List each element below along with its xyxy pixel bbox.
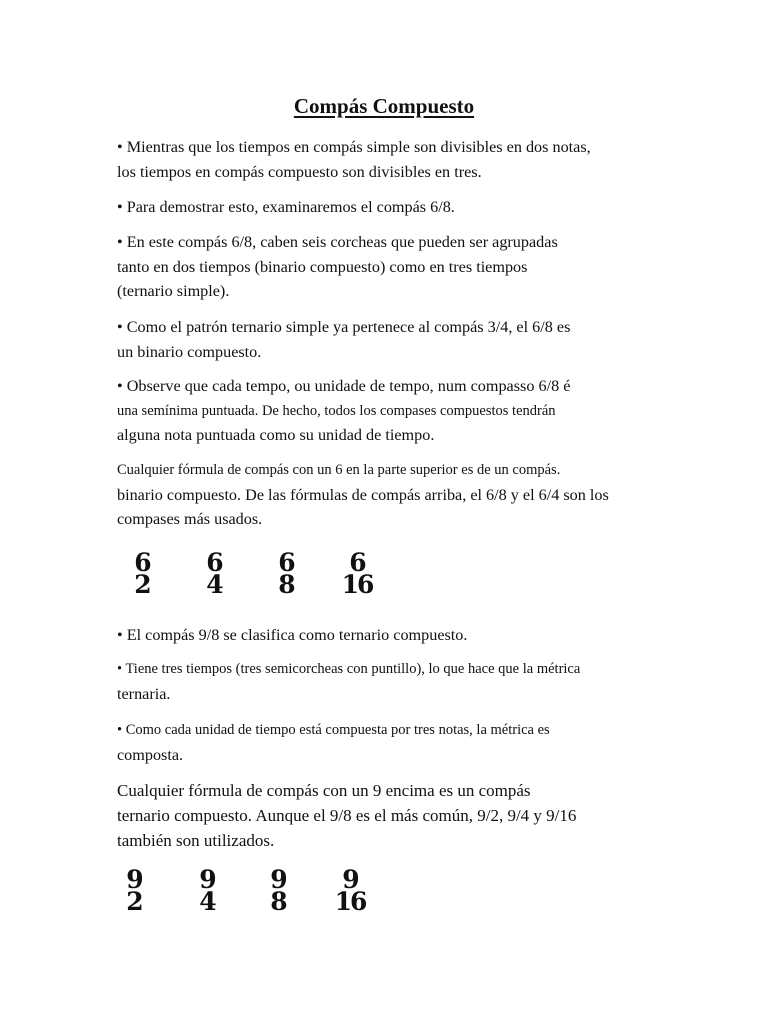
time-signature-top: 9 (126, 865, 142, 894)
paragraph-5 (117, 374, 657, 448)
text-line: binario compuesto. De las fórmulas de compás arriba, el 6/8 y el 6/4 son los (117, 485, 609, 504)
text-line: compases más usados. (117, 510, 263, 528)
time-signature (256, 548, 316, 599)
text-line: (ternario simple). (117, 282, 230, 300)
time-signature-bottom: 16 (341, 570, 373, 599)
paragraph-4 (117, 315, 657, 364)
text-line: ternario compuesto. Aunque el 9/8 es el más común, 9/2, 9/4 y 9/16 (117, 806, 577, 825)
time-signature (320, 865, 380, 916)
paragraph-3 (117, 230, 657, 304)
time-signature-bottom: 8 (278, 570, 294, 599)
time-signature (177, 865, 237, 916)
text-line: • Como el patrón ternario simple ya pertenece al compás 3/4, el 6/8 es (117, 318, 571, 336)
time-signature-bottom: 2 (126, 887, 142, 916)
paragraph-2 (117, 195, 657, 220)
paragraph-9 (117, 718, 657, 767)
text-line: • En este compás 6/8, caben seis corcheas que pueden ser agrupadas (117, 233, 558, 251)
time-signature (184, 548, 244, 599)
text-line: una semínima puntuada. De hecho, todos los compases compuestos tendrán (117, 402, 556, 419)
text-line: los tiempos en compás compuesto son divisibles en tres. (117, 162, 482, 181)
time-signature (327, 548, 387, 599)
time-signature-top: 9 (342, 865, 358, 894)
time-signature-bottom: 16 (334, 887, 366, 916)
time-signature (104, 865, 164, 916)
text-line: • El compás 9/8 se clasifica como ternario compuesto. (117, 626, 468, 644)
text-line: alguna nota puntuada como su unidad de tiempo. (117, 426, 435, 444)
text-line: • Mientras que los tiempos en compás simple son divisibles en dos notas, (117, 138, 591, 156)
text-line: tanto en dos tiempos (binario compuesto) como en tres tiempos (117, 257, 528, 276)
time-signature-top: 9 (270, 865, 286, 894)
paragraph-6 (117, 458, 657, 532)
paragraph-8 (117, 657, 657, 706)
page-title: Compás Compuesto (293, 94, 475, 118)
time-signature (248, 865, 308, 916)
text-line: composta. (117, 745, 184, 764)
text-line: un binario compuesto. (117, 342, 262, 361)
paragraph-7 (117, 623, 657, 648)
paragraph-1 (117, 135, 657, 184)
time-signature-top: 6 (278, 548, 294, 577)
time-signature (112, 548, 172, 599)
time-signature-bottom: 8 (270, 887, 286, 916)
time-signature-top: 6 (349, 548, 365, 577)
text-line: • Observe que cada tempo, ou unidade de tempo, num compasso 6/8 é (117, 377, 571, 395)
text-line: • Para demostrar esto, examinaremos el compás 6/8. (117, 198, 455, 216)
time-signature-top: 6 (134, 548, 150, 577)
time-signature-bottom: 4 (199, 887, 215, 916)
text-line: Cualquier fórmula de compás con un 9 encima es un compás (117, 781, 531, 800)
text-line: ternaria. (117, 684, 171, 703)
time-signature-bottom: 2 (134, 570, 150, 599)
text-line: Cualquier fórmula de compás con un 6 en la parte superior es de un compás. (117, 462, 561, 478)
time-signature-top: 9 (199, 865, 215, 894)
text-line: también son utilizados. (117, 831, 275, 850)
text-line: • Tiene tres tiempos (tres semicorcheas con puntillo), lo que hace que la métrica (117, 661, 581, 677)
paragraph-10 (117, 778, 657, 853)
time-signature-top: 6 (206, 548, 222, 577)
time-signature-bottom: 4 (206, 570, 222, 599)
text-line: • Como cada unidad de tiempo está compuesta por tres notas, la métrica es (117, 722, 550, 738)
